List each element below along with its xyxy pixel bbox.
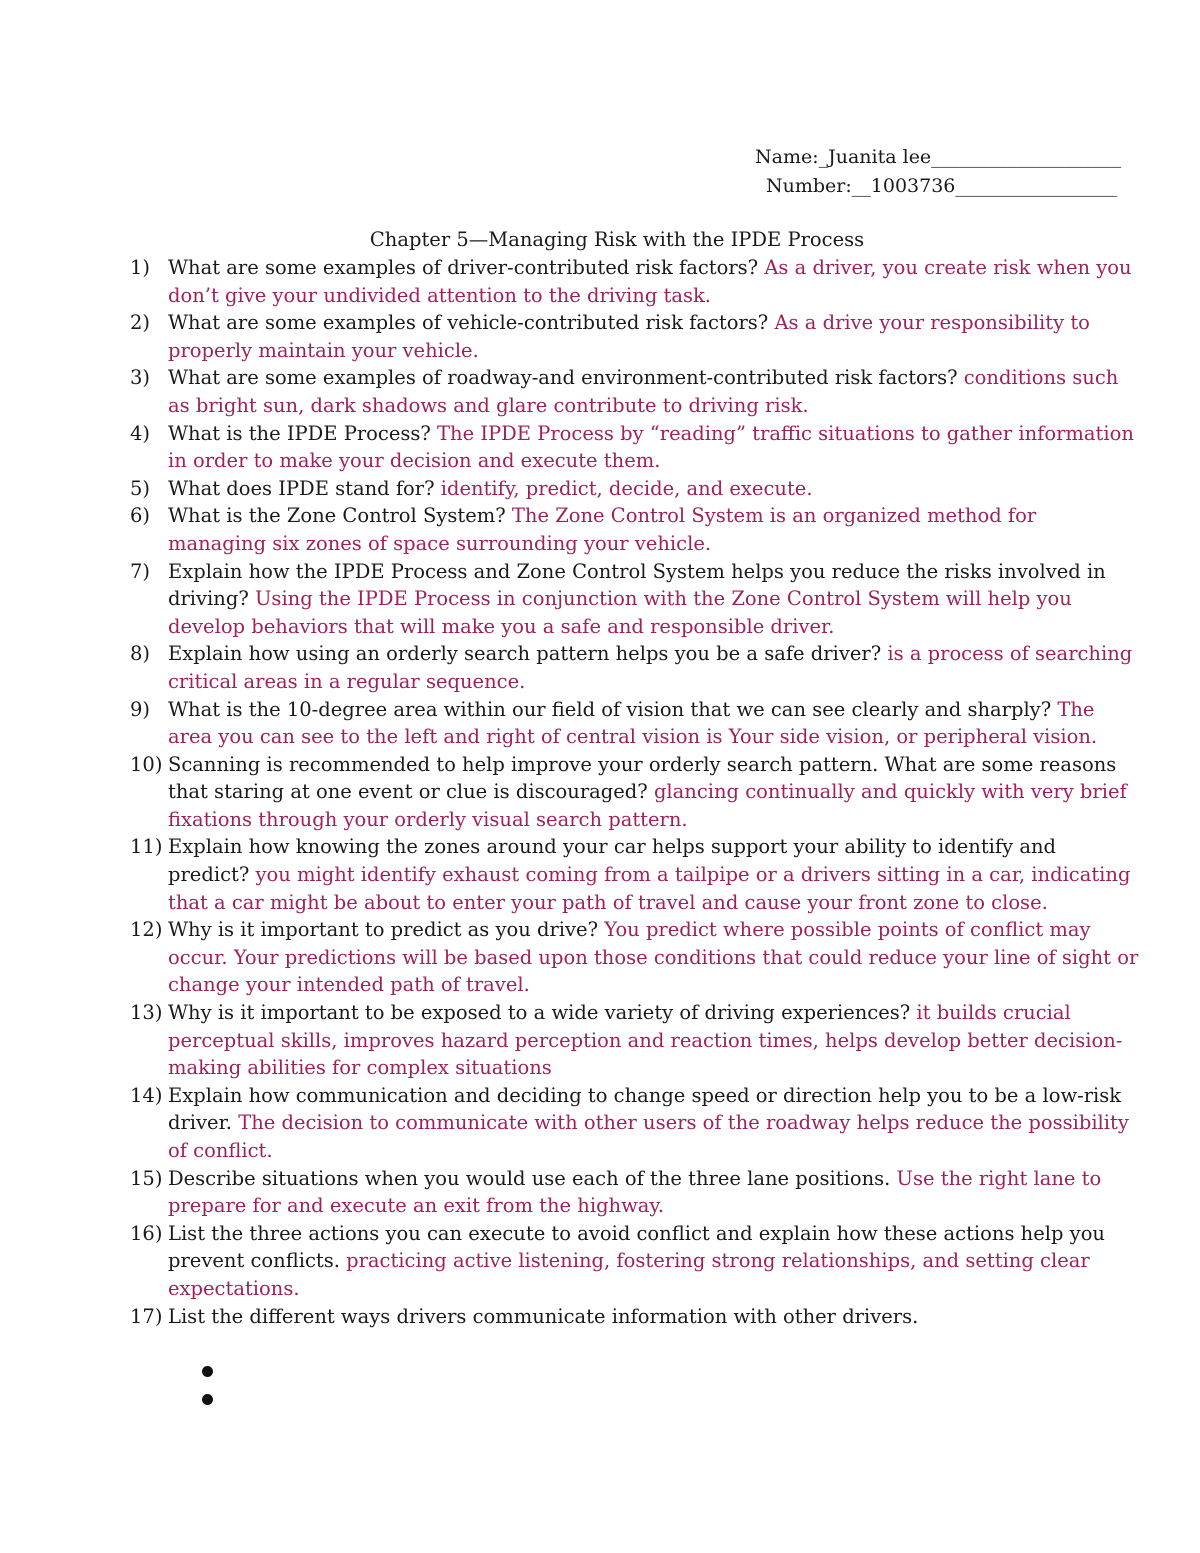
answer-text: conditions such as bright sun, dark shadows and glare contribute to driving risk. xyxy=(168,366,1119,417)
question-text: Explain how knowing the zones around your car helps support your ability to identify and predict? xyxy=(168,835,1057,887)
answer-text: it builds crucial perceptual skills, improves hazard perception and reaction times, helps develop better decision-making abilities for complex situations xyxy=(168,1001,1123,1080)
question-item xyxy=(130,1303,1140,1331)
student-header xyxy=(755,143,1155,201)
answer-text: is a process of searching critical areas in a regular sequence. xyxy=(168,642,1133,693)
question-list xyxy=(130,254,1140,1330)
question-item xyxy=(130,420,1140,475)
bullet-dot-icon xyxy=(202,1366,213,1377)
answer-text: Using the IPDE Process in conjunction with the Zone Control System will help you develop behaviors that will make you a safe and responsible driver. xyxy=(168,587,1072,638)
answer-text: practicing active listening, fostering strong relationships, and setting clear expectations. xyxy=(168,1249,1090,1300)
question-item xyxy=(130,999,1140,1082)
question-number: 7) xyxy=(130,559,151,583)
bullet-item[interactable] xyxy=(200,1386,212,1414)
answer-text: As a drive your responsibility to properly maintain your vehicle. xyxy=(168,311,1090,362)
answer-bullet-list xyxy=(200,1358,212,1414)
question-number: 4) xyxy=(130,421,151,445)
question-text: Why is it important to predict as you drive? xyxy=(168,918,599,942)
question-text: What are some examples of driver-contributed risk factors? xyxy=(168,256,759,279)
answer-text: you might identify exhaust coming from a tailpipe or a drivers sitting in a car, indicating that a car might be about to enter your path of travel and cause your front zone to close. xyxy=(168,863,1131,914)
question-number: 6) xyxy=(130,504,151,528)
question-number: 1) xyxy=(130,256,151,279)
question-item xyxy=(130,640,1140,695)
question-number: 17) xyxy=(130,1304,163,1328)
number-line: Number:__1003736_________________ xyxy=(766,175,1117,197)
question-item xyxy=(130,696,1140,751)
question-number: 16) xyxy=(130,1221,163,1245)
question-text: Describe situations when you would use each of the three lane positions. xyxy=(168,1166,891,1190)
question-number: 13) xyxy=(130,1001,163,1025)
question-number: 3) xyxy=(130,366,151,390)
question-item xyxy=(130,1165,1140,1220)
question-item xyxy=(130,916,1140,999)
question-item xyxy=(130,558,1140,641)
question-item xyxy=(130,1082,1140,1165)
question-text: What does IPDE stand for? xyxy=(168,476,435,500)
answer-text: The decision to communicate with other users of the roadway helps reduce the possibility of conflict. xyxy=(168,1111,1129,1162)
question-number: 2) xyxy=(130,311,151,335)
question-text: List the different ways drivers communicate information with other drivers. xyxy=(168,1304,919,1328)
name-line: Name:_Juanita lee____________________ xyxy=(755,146,1122,168)
question-number: 12) xyxy=(130,918,163,942)
question-text: What is the Zone Control System? xyxy=(168,504,506,528)
answer-text: The Zone Control System is an organized method for managing six zones of space surrounding your vehicle. xyxy=(168,504,1037,555)
question-text: What are some examples of vehicle-contributed risk factors? xyxy=(168,311,769,335)
question-number: 10) xyxy=(130,752,163,776)
question-text: Explain how the IPDE Process and Zone Control System helps you reduce the risks involved in driving? xyxy=(168,559,1106,611)
question-number: 11) xyxy=(130,835,163,859)
answer-text: identify, predict, decide, and execute. xyxy=(440,476,813,500)
question-text: Why is it important to be exposed to a wide variety of driving experiences? xyxy=(168,1001,911,1025)
question-item xyxy=(130,475,1140,503)
answer-text: You predict where possible points of conflict may occur. Your predictions will be based upon those conditions that could reduce your line of sight or change your intended path of travel. xyxy=(168,918,1139,997)
question-text: List the three actions you can execute to avoid conflict and explain how these actions help you prevent conflicts. xyxy=(168,1221,1105,1273)
question-number: 14) xyxy=(130,1083,163,1107)
question-number: 8) xyxy=(130,642,151,666)
chapter-title: Chapter 5—Managing Risk with the IPDE Process xyxy=(369,228,865,251)
question-number: 9) xyxy=(130,697,151,721)
question-text: What is the IPDE Process? xyxy=(168,421,431,445)
bullet-item[interactable] xyxy=(200,1358,212,1386)
question-text: Explain how communication and deciding to change speed or direction help you to be a low-risk driver. xyxy=(168,1083,1122,1135)
question-text: Explain how using an orderly search pattern helps you be a safe driver? xyxy=(168,642,882,666)
answer-text: Use the right lane to prepare for and execute an exit from the highway. xyxy=(168,1166,1102,1218)
question-item xyxy=(130,751,1140,834)
question-number: 15) xyxy=(130,1166,163,1190)
question-item xyxy=(130,364,1140,419)
bullet-dot-icon xyxy=(202,1394,213,1405)
question-text: What are some examples of roadway-and environment-contributed risk factors? xyxy=(168,366,958,390)
question-item xyxy=(130,833,1140,916)
answer-text: The IPDE Process by “reading” traffic situations to gather information in order to make your decision and execute them. xyxy=(168,421,1134,473)
answer-text: As a driver, you create risk when you don’t give your undivided attention to the driving task. xyxy=(168,256,1132,307)
question-number: 5) xyxy=(130,476,151,500)
answer-text: The area you can see to the left and right of central vision is Your side vision, or peripheral vision. xyxy=(168,697,1098,749)
question-item xyxy=(130,502,1140,557)
question-item xyxy=(130,1220,1140,1303)
question-item xyxy=(130,309,1140,364)
answer-text: glancing continually and quickly with very brief fixations through your orderly visual search pattern. xyxy=(168,780,1127,831)
question-text: Scanning is recommended to help improve your orderly search pattern. What are some reasons that staring at one event or clue is discouraged? xyxy=(168,752,1117,804)
question-text: What is the 10-degree area within our field of vision that we can see clearly and sharply? xyxy=(168,697,1052,721)
question-item xyxy=(130,254,1140,309)
